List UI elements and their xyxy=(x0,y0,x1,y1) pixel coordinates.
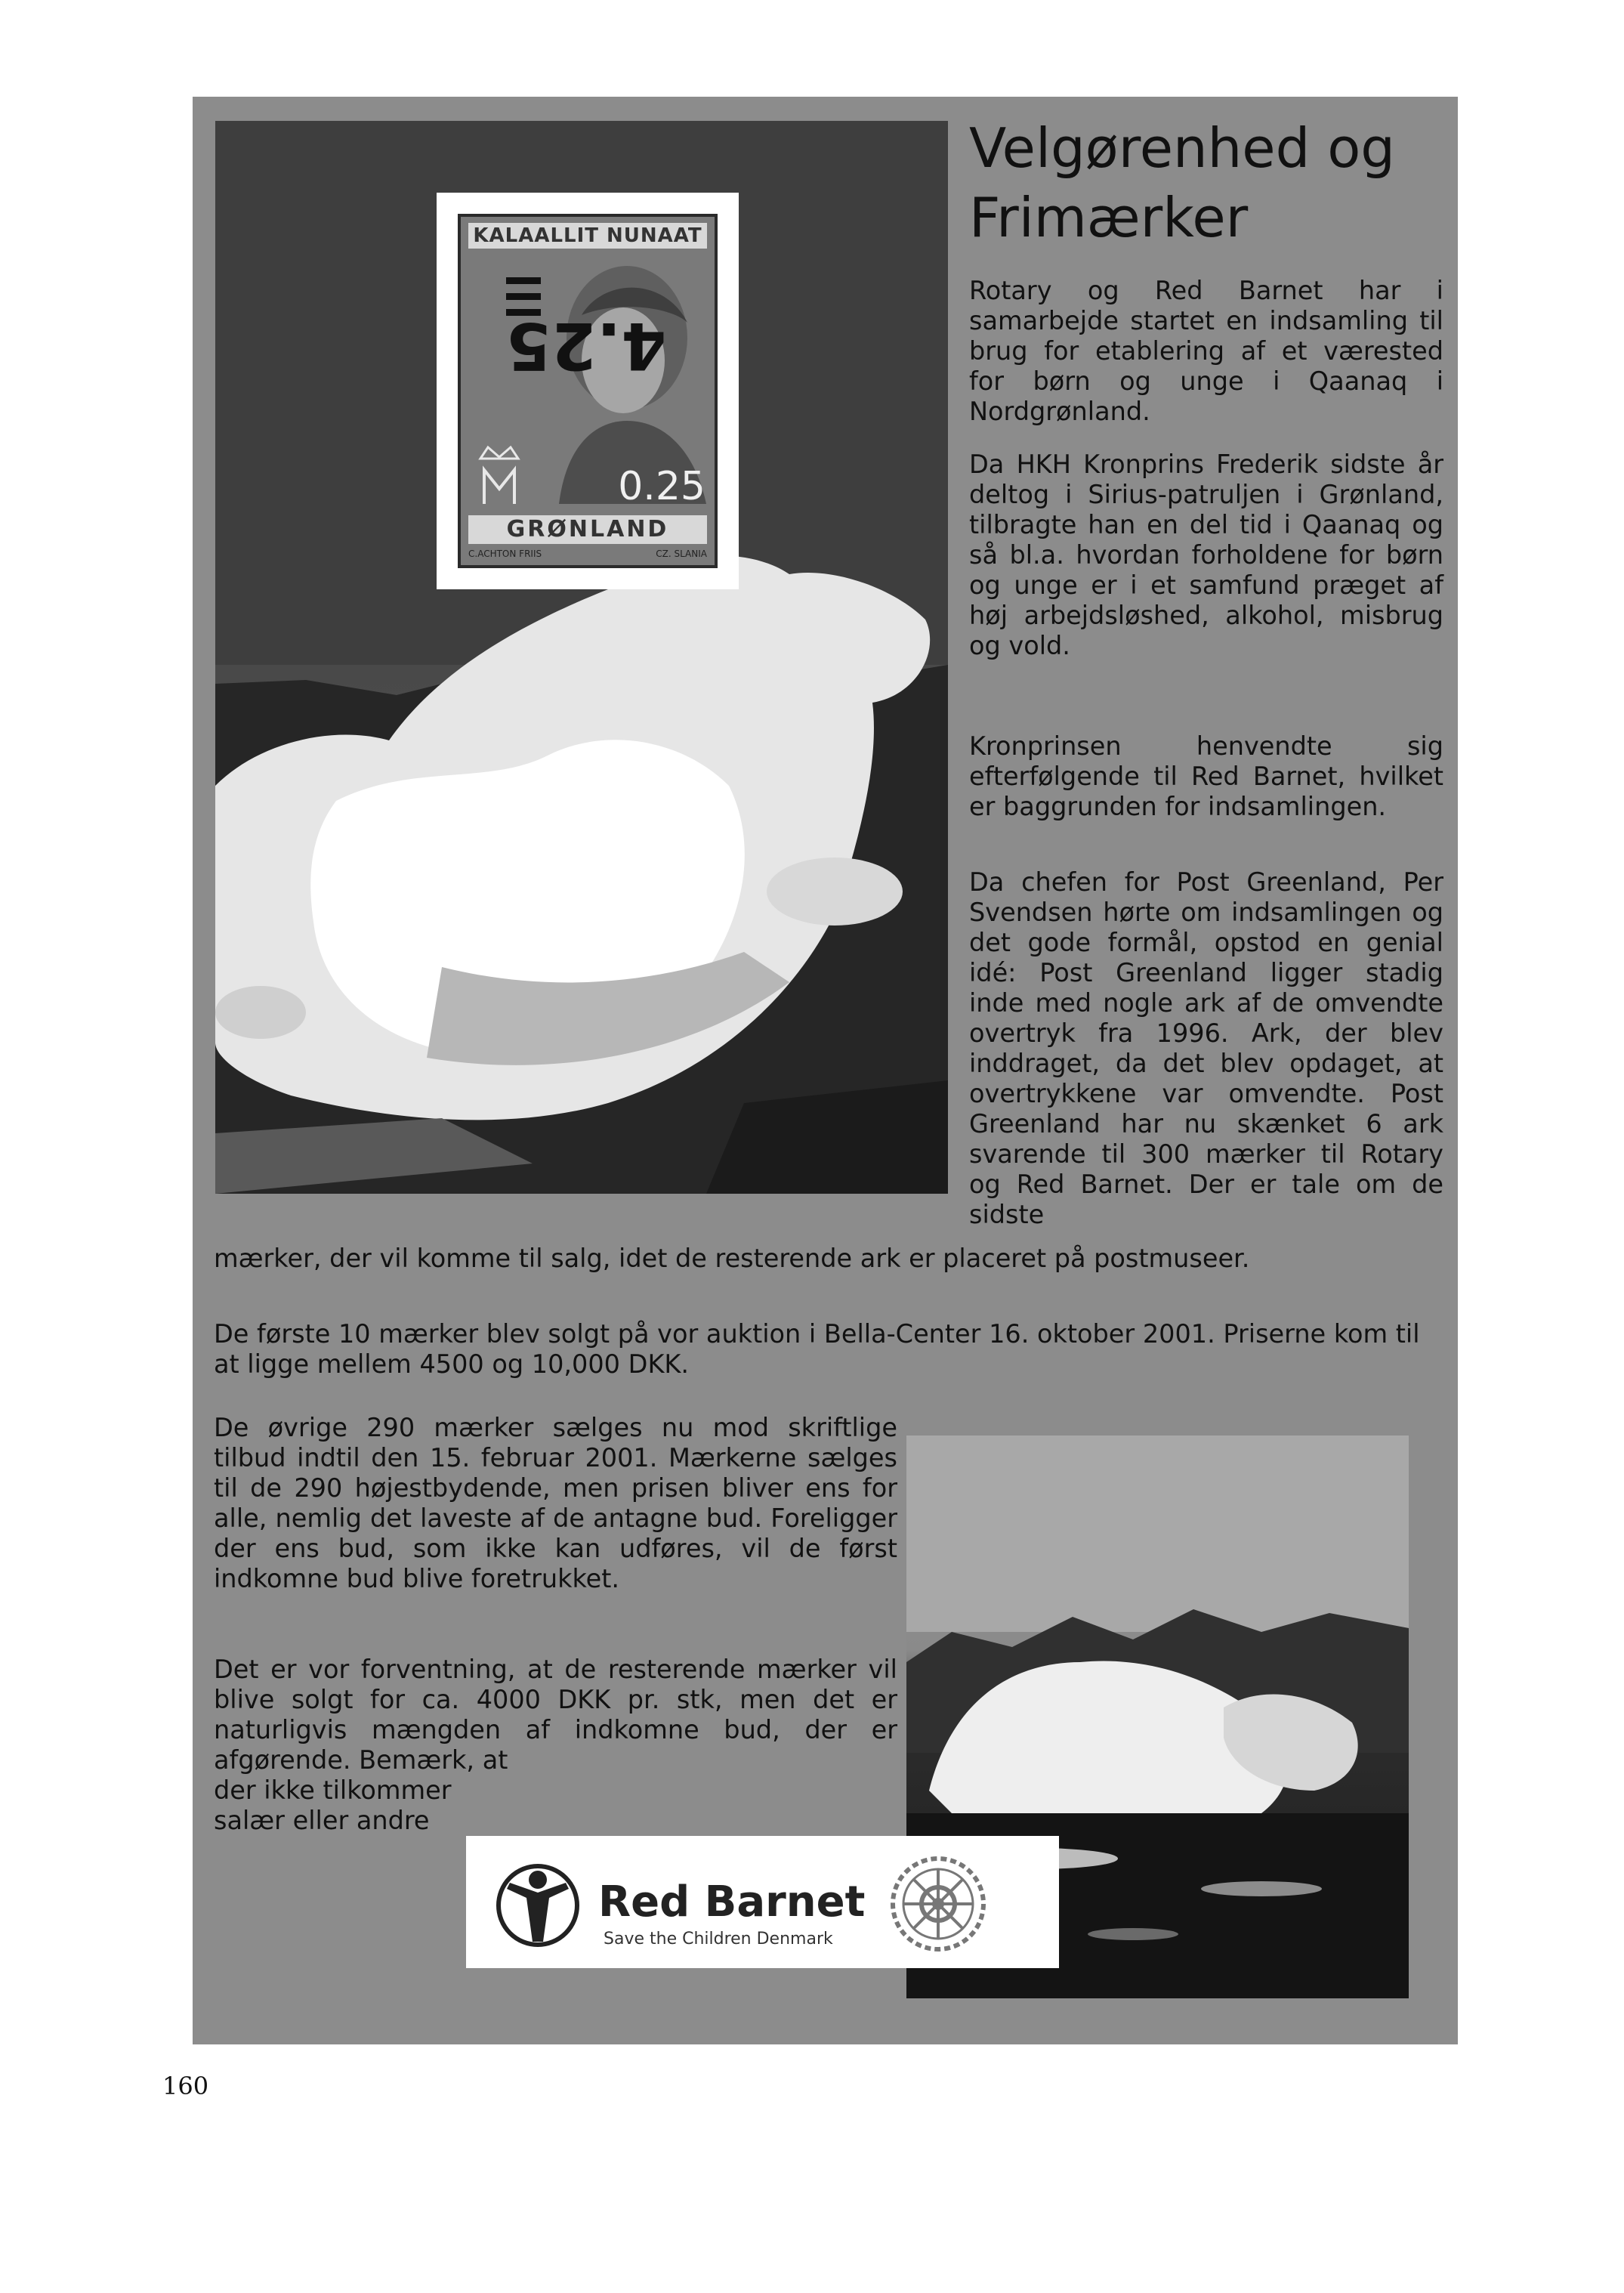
rotary-wheel-icon xyxy=(889,1855,987,1953)
title-line-1: Velgørenhed og xyxy=(969,116,1395,180)
stamp-country-bottom: GRØNLAND xyxy=(468,515,707,544)
paragraph-1: Rotary og Red Barnet har i samarbejde startet en indsamling til brug for etablering af et værested for børn og unge i Qaanaq i Nordgrønland. xyxy=(969,276,1443,426)
stamp-engraver: C.ACHTON FRIIS xyxy=(468,549,542,559)
paragraph-2: Da HKH Kronprins Frederik sidste år deltog i Sirius-patruljen i Grønland, tilbragte han en del tid i Qaanaq og så bl.a. hvordan forholdene for børn og unge er i et samfund præget af høj arbejdsløshed, alkohol, misbrug og vold. xyxy=(969,450,1443,660)
crown-monogram-icon xyxy=(473,443,526,511)
stamp-face-value: 0.25 xyxy=(618,464,705,509)
paragraph-6: De øvrige 290 mærker sælges nu mod skriftlige tilbud indtil den 15. februar 2001. Mærkerne sælges til de 290 højestbydende, men prisen bliver ens for alle, nemlig det laveste af de antagne bud. Foreligger der ens bud, som ikke kan udføres, vil de først indkomne bud blive foretrukket. xyxy=(214,1413,897,1593)
page-number: 160 xyxy=(162,2072,209,2100)
paragraph-4-continued: mærker, der vil komme til salg, idet de resterende ark er placeret på postmuseer. xyxy=(214,1244,1250,1273)
paragraph-7: Det er vor forventning, at de resterende mærker vil blive solgt for ca. 4000 DKK pr. stk, men det er naturligvis mængden af indkomne bud, der er afgørende. Bemærk, at xyxy=(214,1655,897,1775)
stamp-design xyxy=(458,214,718,568)
inverted-overprint-value: 4.25 xyxy=(506,307,667,383)
red-barnet-name: Red Barnet xyxy=(598,1877,866,1927)
red-barnet-tagline: Save the Children Denmark xyxy=(604,1930,833,1948)
title-line-2: Frimærker xyxy=(969,186,1249,249)
paragraph-7-continued: der ikke tilkommer salær eller andre xyxy=(214,1775,452,1835)
red-barnet-child-icon xyxy=(496,1859,579,1949)
sponsor-logos-box xyxy=(466,1836,1059,1968)
stamp-country-top: KALAALLIT NUNAAT xyxy=(468,223,707,249)
paragraph-5: De første 10 mærker blev solgt på vor auktion i Bella-Center 16. oktober 2001. Priserne kom til at ligge mellem 4500 og 10,000 DKK. xyxy=(214,1319,1420,1379)
article-title xyxy=(969,113,1453,252)
paragraph-4: Da chefen for Post Greenland, Per Svendsen hørte om indsamlingen og det gode formål, opstod en genial idé: Post Greenland ligger stadig inde med nogle ark af de omvendte overtryk fra 1996. Ark, der blev inddraget, da det blev opdaget, at overtrykkene var omvendte. Post Greenland har nu skænket 6 ark svarende til 300 mærker til Rotary og Red Barnet. Der er tale om de sidste xyxy=(969,867,1443,1229)
stamp-designer: CZ. SLANIA xyxy=(656,549,707,559)
paragraph-3: Kronprinsen henvendte sig efterfølgende til Red Barnet, hvilket er baggrunden for indsamlingen. xyxy=(969,731,1443,821)
stamp-inverted-overprint xyxy=(437,193,739,589)
